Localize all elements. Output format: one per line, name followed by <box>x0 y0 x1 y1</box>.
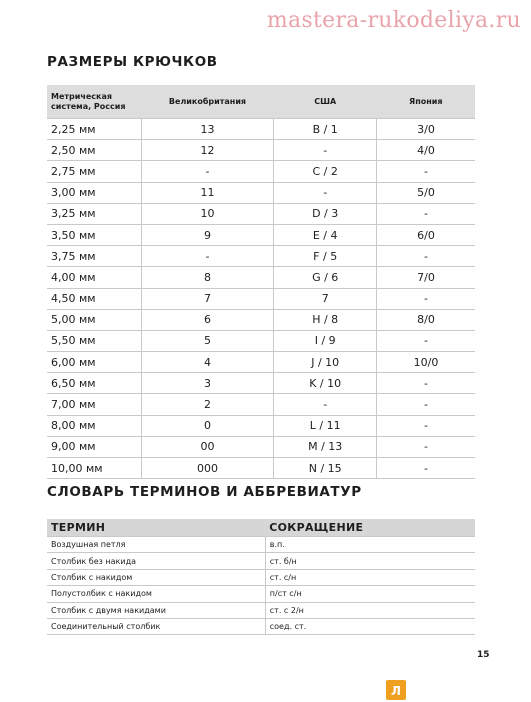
table-row <box>47 203 475 224</box>
cell-usa-size: H / 8 <box>274 309 377 330</box>
cell-metric-size: 4,00 мм <box>47 267 141 288</box>
cell-metric-size: 8,00 мм <box>47 415 141 436</box>
table-row <box>47 352 475 373</box>
table-row <box>47 246 475 267</box>
table-row <box>47 373 475 394</box>
cell-usa-size: L / 11 <box>274 415 377 436</box>
table-row <box>47 537 475 553</box>
table-row <box>47 119 475 140</box>
glossary-body <box>47 537 475 635</box>
cell-abbreviation: соед. ст. <box>265 618 475 634</box>
page-number: 15 <box>477 650 490 660</box>
table-row <box>47 267 475 288</box>
cell-uk-size: 0 <box>141 415 274 436</box>
cell-abbreviation: ст. б/н <box>265 553 475 569</box>
cell-metric-size: 9,00 мм <box>47 436 141 457</box>
cell-term: Столбик с накидом <box>47 569 265 585</box>
cell-uk-size: 7 <box>141 288 274 309</box>
cell-term: Воздушная петля <box>47 537 265 553</box>
column-header-term: ТЕРМИН <box>47 519 265 537</box>
cell-usa-size: I / 9 <box>274 330 377 351</box>
cell-usa-size: K / 10 <box>274 373 377 394</box>
cell-uk-size: 000 <box>141 458 274 479</box>
cell-usa-size: D / 3 <box>274 203 377 224</box>
cell-term: Столбик без накида <box>47 553 265 569</box>
cell-uk-size: 5 <box>141 330 274 351</box>
table-row <box>47 309 475 330</box>
cell-japan-size: 8/0 <box>377 309 475 330</box>
cell-usa-size: B / 1 <box>274 119 377 140</box>
column-header-uk: Великобритания <box>141 85 274 119</box>
cell-usa-size: F / 5 <box>274 246 377 267</box>
table-row <box>47 436 475 457</box>
table-header-row <box>47 519 475 537</box>
glossary-title: СЛОВАРЬ ТЕРМИНОВ И АББРЕВИАТУР <box>47 484 362 500</box>
cell-term: Соединительный столбик <box>47 618 265 634</box>
cell-japan-size: - <box>377 330 475 351</box>
table-row <box>47 602 475 618</box>
cell-japan-size: - <box>377 415 475 436</box>
table-row <box>47 586 475 602</box>
cell-metric-size: 5,50 мм <box>47 330 141 351</box>
cell-metric-size: 3,25 мм <box>47 203 141 224</box>
cell-japan-size: 10/0 <box>377 352 475 373</box>
cell-uk-size: 00 <box>141 436 274 457</box>
cell-japan-size: - <box>377 161 475 182</box>
cell-metric-size: 4,50 мм <box>47 288 141 309</box>
cell-uk-size: 10 <box>141 203 274 224</box>
cell-usa-size: - <box>274 394 377 415</box>
cell-usa-size: J / 10 <box>274 352 377 373</box>
cell-japan-size: - <box>377 394 475 415</box>
hook-sizes-title: РАЗМЕРЫ КРЮЧКОВ <box>47 54 218 70</box>
cell-japan-size: 5/0 <box>377 182 475 203</box>
hook-sizes-table <box>47 85 475 479</box>
cell-uk-size: 8 <box>141 267 274 288</box>
cell-uk-size: 2 <box>141 394 274 415</box>
cell-metric-size: 2,50 мм <box>47 140 141 161</box>
cell-usa-size: E / 4 <box>274 224 377 245</box>
table-row <box>47 224 475 245</box>
cell-japan-size: 6/0 <box>377 224 475 245</box>
cell-uk-size: 6 <box>141 309 274 330</box>
table-row <box>47 182 475 203</box>
table-row <box>47 415 475 436</box>
cell-uk-size: 13 <box>141 119 274 140</box>
cell-japan-size: - <box>377 246 475 267</box>
cell-uk-size: 12 <box>141 140 274 161</box>
cell-metric-size: 5,00 мм <box>47 309 141 330</box>
glossary-table <box>47 519 475 635</box>
column-header-japan: Япония <box>377 85 475 119</box>
cell-abbreviation: ст. с 2/н <box>265 602 475 618</box>
cell-uk-size: 4 <box>141 352 274 373</box>
cell-metric-size: 3,50 мм <box>47 224 141 245</box>
cell-usa-size: C / 2 <box>274 161 377 182</box>
table-row <box>47 553 475 569</box>
site-watermark: mastera-rukodeliya.ru <box>266 8 521 33</box>
cell-japan-size: 4/0 <box>377 140 475 161</box>
column-header-metric: Метрическая система, Россия <box>47 85 141 119</box>
column-header-usa: США <box>274 85 377 119</box>
cell-metric-size: 6,00 мм <box>47 352 141 373</box>
cell-term: Столбик с двумя накидами <box>47 602 265 618</box>
table-row <box>47 288 475 309</box>
publisher-logo: Л <box>386 680 406 700</box>
cell-usa-size: - <box>274 140 377 161</box>
column-header-abbreviation: СОКРАЩЕНИЕ <box>265 519 475 537</box>
cell-metric-size: 2,25 мм <box>47 119 141 140</box>
cell-usa-size: 7 <box>274 288 377 309</box>
table-row <box>47 330 475 351</box>
cell-uk-size: 11 <box>141 182 274 203</box>
cell-japan-size: - <box>377 288 475 309</box>
cell-metric-size: 6,50 мм <box>47 373 141 394</box>
hook-sizes-body <box>47 119 475 479</box>
cell-metric-size: 10,00 мм <box>47 458 141 479</box>
cell-uk-size: - <box>141 246 274 267</box>
cell-japan-size: 7/0 <box>377 267 475 288</box>
cell-abbreviation: п/ст с/н <box>265 586 475 602</box>
table-row <box>47 458 475 479</box>
cell-usa-size: G / 6 <box>274 267 377 288</box>
cell-term: Полустолбик с накидом <box>47 586 265 602</box>
cell-uk-size: 3 <box>141 373 274 394</box>
cell-usa-size: - <box>274 182 377 203</box>
table-row <box>47 140 475 161</box>
table-header-row <box>47 85 475 119</box>
cell-metric-size: 3,75 мм <box>47 246 141 267</box>
cell-japan-size: - <box>377 436 475 457</box>
cell-japan-size: - <box>377 373 475 394</box>
cell-metric-size: 2,75 мм <box>47 161 141 182</box>
cell-japan-size: 3/0 <box>377 119 475 140</box>
cell-uk-size: - <box>141 161 274 182</box>
cell-abbreviation: ст. с/н <box>265 569 475 585</box>
table-row <box>47 394 475 415</box>
cell-uk-size: 9 <box>141 224 274 245</box>
cell-metric-size: 3,00 мм <box>47 182 141 203</box>
cell-japan-size: - <box>377 458 475 479</box>
table-row <box>47 569 475 585</box>
cell-metric-size: 7,00 мм <box>47 394 141 415</box>
table-row <box>47 161 475 182</box>
cell-abbreviation: в.п. <box>265 537 475 553</box>
cell-usa-size: N / 15 <box>274 458 377 479</box>
cell-japan-size: - <box>377 203 475 224</box>
table-row <box>47 618 475 634</box>
cell-usa-size: M / 13 <box>274 436 377 457</box>
